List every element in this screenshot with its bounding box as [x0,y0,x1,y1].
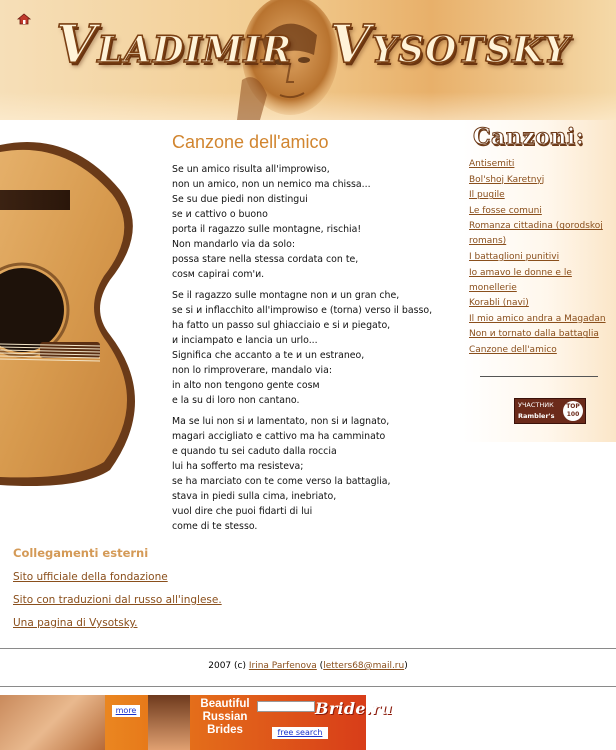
lyric-line: Non mandarlo via da solo: [172,239,296,250]
logo-first-name: Vladimir [56,14,293,75]
song-list-item [469,157,609,172]
footer-divider-bottom [0,686,616,687]
lyric-line: lui ha sofferto ma resisteva; [172,461,304,472]
ad-banner[interactable] [0,695,393,750]
lyric-line: Se il ragazzo sulle montagne non и un gran che, [172,290,400,301]
song-link[interactable]: I battaglioni punitivi [469,251,560,262]
lyric-line: vuol dire che puoi fidarti di lui [172,506,313,517]
lyric-line: e la su di loro non cantano. [172,395,300,406]
lyric-line: se si и inflacchito all'improwiso e (torna) verso il basso, [172,305,433,316]
sidebar-title: Canzoni: [473,124,585,150]
footer-divider [0,648,616,649]
ad-brand-logo: Bride.ru [315,699,393,718]
home-icon[interactable] [17,10,31,22]
song-list-item [469,173,609,188]
footer-credits: 2007 (c) Irina Parfenova (letters68@mail.ru) [208,661,408,671]
lyric-line: se ha marciato con te come verso la battaglia, [172,476,391,487]
lyric-line: non un amico, non un nemico ma chissa... [172,179,371,190]
song-list-item [469,188,609,203]
lyric-line: cosм capirai com'и. [172,269,265,280]
stanza-1 [172,162,462,282]
song-list-item [469,343,609,358]
rambler-top100-badge[interactable] [514,398,586,424]
lyric-line: in alto non tengono gente cosм [172,380,320,391]
logo-last-name: Vysotsky [330,14,571,75]
copyright-text: 2007 (c) [208,661,246,671]
song-link[interactable]: Bol'shoj Karetnyj [469,174,545,185]
song-list-item [469,219,609,249]
song-link[interactable]: Korabli (navi) [469,298,529,309]
lyric-line: Significa che accanto a te и un estraneo, [172,350,365,361]
song-link[interactable]: Il mio amico andra a Magadan [469,313,606,324]
lyric-line: come di te stesso. [172,521,258,532]
stanza-3 [172,414,462,534]
song-list-item [469,266,609,296]
ad-more-button[interactable]: more [112,705,140,717]
lyric-line: и inciampato e lancia un urlo... [172,335,318,346]
song-link[interactable]: Le fosse comuni [469,205,542,216]
song-link[interactable]: Il pugile [469,190,505,201]
lyric-line: Se un amico risulta all'improwiso, [172,164,330,175]
ad-headline: Beautiful Russian Brides [200,698,250,736]
external-links-heading: Collegamenti esterni [13,546,149,560]
lyric-line: magari accigliato e cattivo ma ha camminato [172,431,386,442]
song-list [469,157,609,359]
lyric-line: se и cattivo o buono [172,209,268,220]
external-link-vysotsky-page[interactable]: Una pagina di Vysotsky. [13,617,138,629]
external-link-foundation[interactable]: Sito ufficiale della fondazione [13,571,168,583]
author-link[interactable]: Irina Parfenova [248,661,317,671]
lyric-line: non lo rimproverare, mandalo via: [172,365,333,376]
badge-line-1: УЧАСТНИК [518,401,554,409]
lyric-line: Ma se lui non si и lamentato, non si и lagnato, [172,416,390,427]
header-banner [0,0,616,120]
lyric-line: porta il ragazzo sulle montagne, rischia! [172,224,362,235]
lyric-line: e quando tu sei caduto dalla roccia [172,446,337,457]
ad-search-input[interactable] [257,701,315,712]
song-link[interactable]: Canzone dell'amico [469,344,557,355]
email-link[interactable]: letters68@mail.ru [323,661,405,671]
sidebar-divider [480,376,598,377]
song-list-item [469,204,609,219]
lyric-line: Se su due piedi non distingui [172,194,308,205]
song-link[interactable]: Non и tornato dalla battaglia [469,329,599,340]
ad-photo [0,695,105,750]
lyrics [172,162,462,540]
song-list-item [469,250,609,265]
ad-free-search-button[interactable]: free search [272,727,328,739]
badge-top100: TOP 100 [563,401,583,421]
external-link-translations[interactable]: Sito con traduzioni dal russo all'inglese. [13,594,222,606]
ad-photo [148,695,190,750]
song-list-item [469,327,609,342]
song-title: Canzone dell'amico [172,132,329,152]
lyric-line: ha fatto un passo sul ghiacciaio e si и piegato, [172,320,391,331]
guitar-illustration [0,120,160,485]
song-link[interactable]: Romanza cittadina (gorodskoj romans) [469,221,603,247]
lyric-line: possa stare nella stessa cordata con te, [172,254,359,265]
lyric-line: stava in piedi sulla cima, inebriato, [172,491,337,502]
song-list-item [469,312,609,327]
stanza-2 [172,288,462,408]
song-list-item [469,296,609,311]
song-link[interactable]: Io amavo le donne e le monellerie [469,267,572,293]
badge-line-2: Rambler's [518,412,555,420]
song-link[interactable]: Antisemiti [469,159,515,169]
